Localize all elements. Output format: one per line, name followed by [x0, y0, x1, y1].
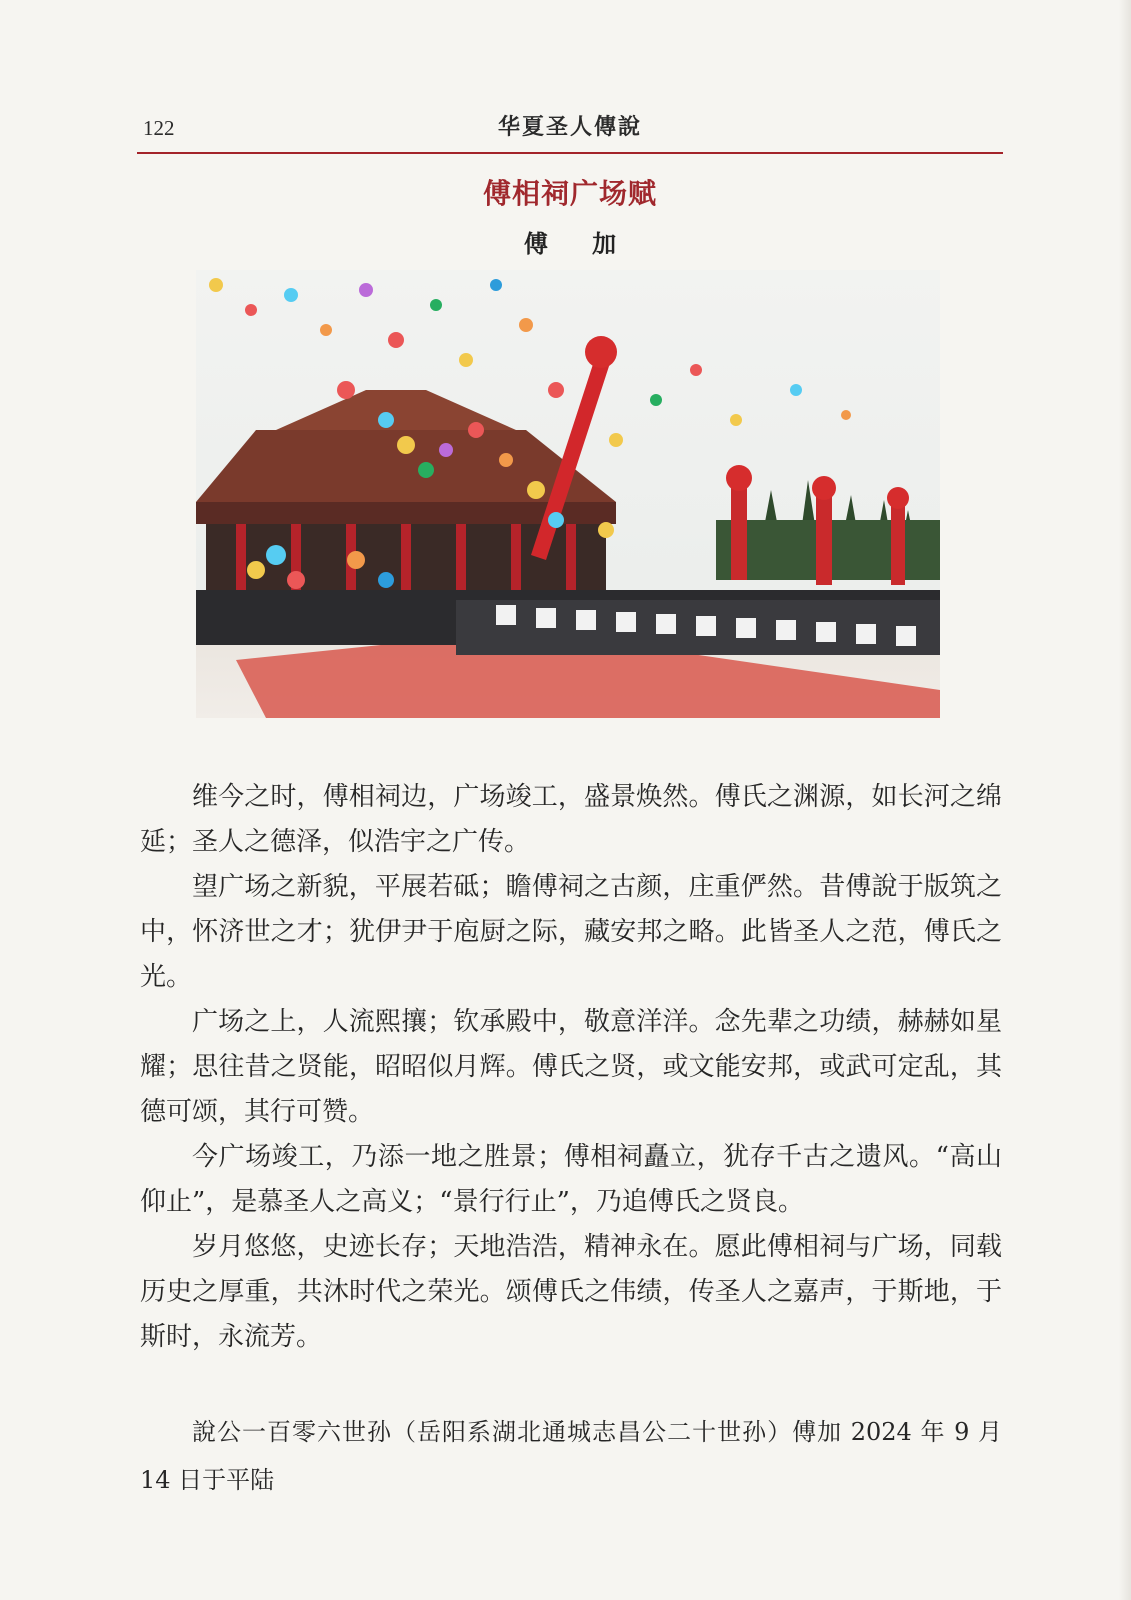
running-title: 华夏圣人傳說: [497, 115, 642, 140]
paragraph: 望广场之新貌，平展若砥；瞻傅祠之古颜，庄重俨然。昔傅說于版筑之中，怀济世之才；犹伊尹于庖厨之际，藏安邦之略。此皆圣人之范，傅氏之光。: [140, 872, 1002, 992]
paragraph: 维今之时，傅相祠边，广场竣工，盛景焕然。傅氏之渊源，如长河之绵延；圣人之德泽，似浩宇之广传。: [140, 782, 1002, 857]
page-number: 122: [143, 116, 175, 140]
page-edge-shadow: [1119, 0, 1131, 1600]
paragraph: 岁月悠悠，史迹长存；天地浩浩，精神永在。愿此傅相祠与广场，同载历史之厚重，共沐时代之荣光。颂傅氏之伟绩，传圣人之嘉声，于斯地，于斯时，永流芳。: [140, 1232, 1002, 1352]
article-signature: 說公一百零六世孙（岳阳系湖北通城志昌公二十世孙）傅加 2024 年 9 月 14 日于平陆: [140, 1418, 1002, 1494]
ceremony-photo: [196, 270, 940, 718]
article-body: [140, 775, 1002, 1360]
article-title: 傅相祠广场赋: [482, 177, 657, 210]
article-author: 傅 加: [523, 230, 635, 258]
paragraph: 今广场竣工，乃添一地之胜景；傅相祠矗立，犹存千古之遗风。“高山仰止”，是慕圣人之高义；“景行行止”，乃追傅氏之贤良。: [140, 1142, 1002, 1217]
header-rule: [137, 152, 1003, 154]
page-header: [137, 108, 1003, 150]
paragraph: 广场之上，人流熙攘；钦承殿中，敬意洋洋。念先辈之功绩，赫赫如星耀；思往昔之贤能，昭昭似月辉。傅氏之贤，或文能安邦，或武可定乱，其德可颂，其行可赞。: [140, 1007, 1002, 1127]
